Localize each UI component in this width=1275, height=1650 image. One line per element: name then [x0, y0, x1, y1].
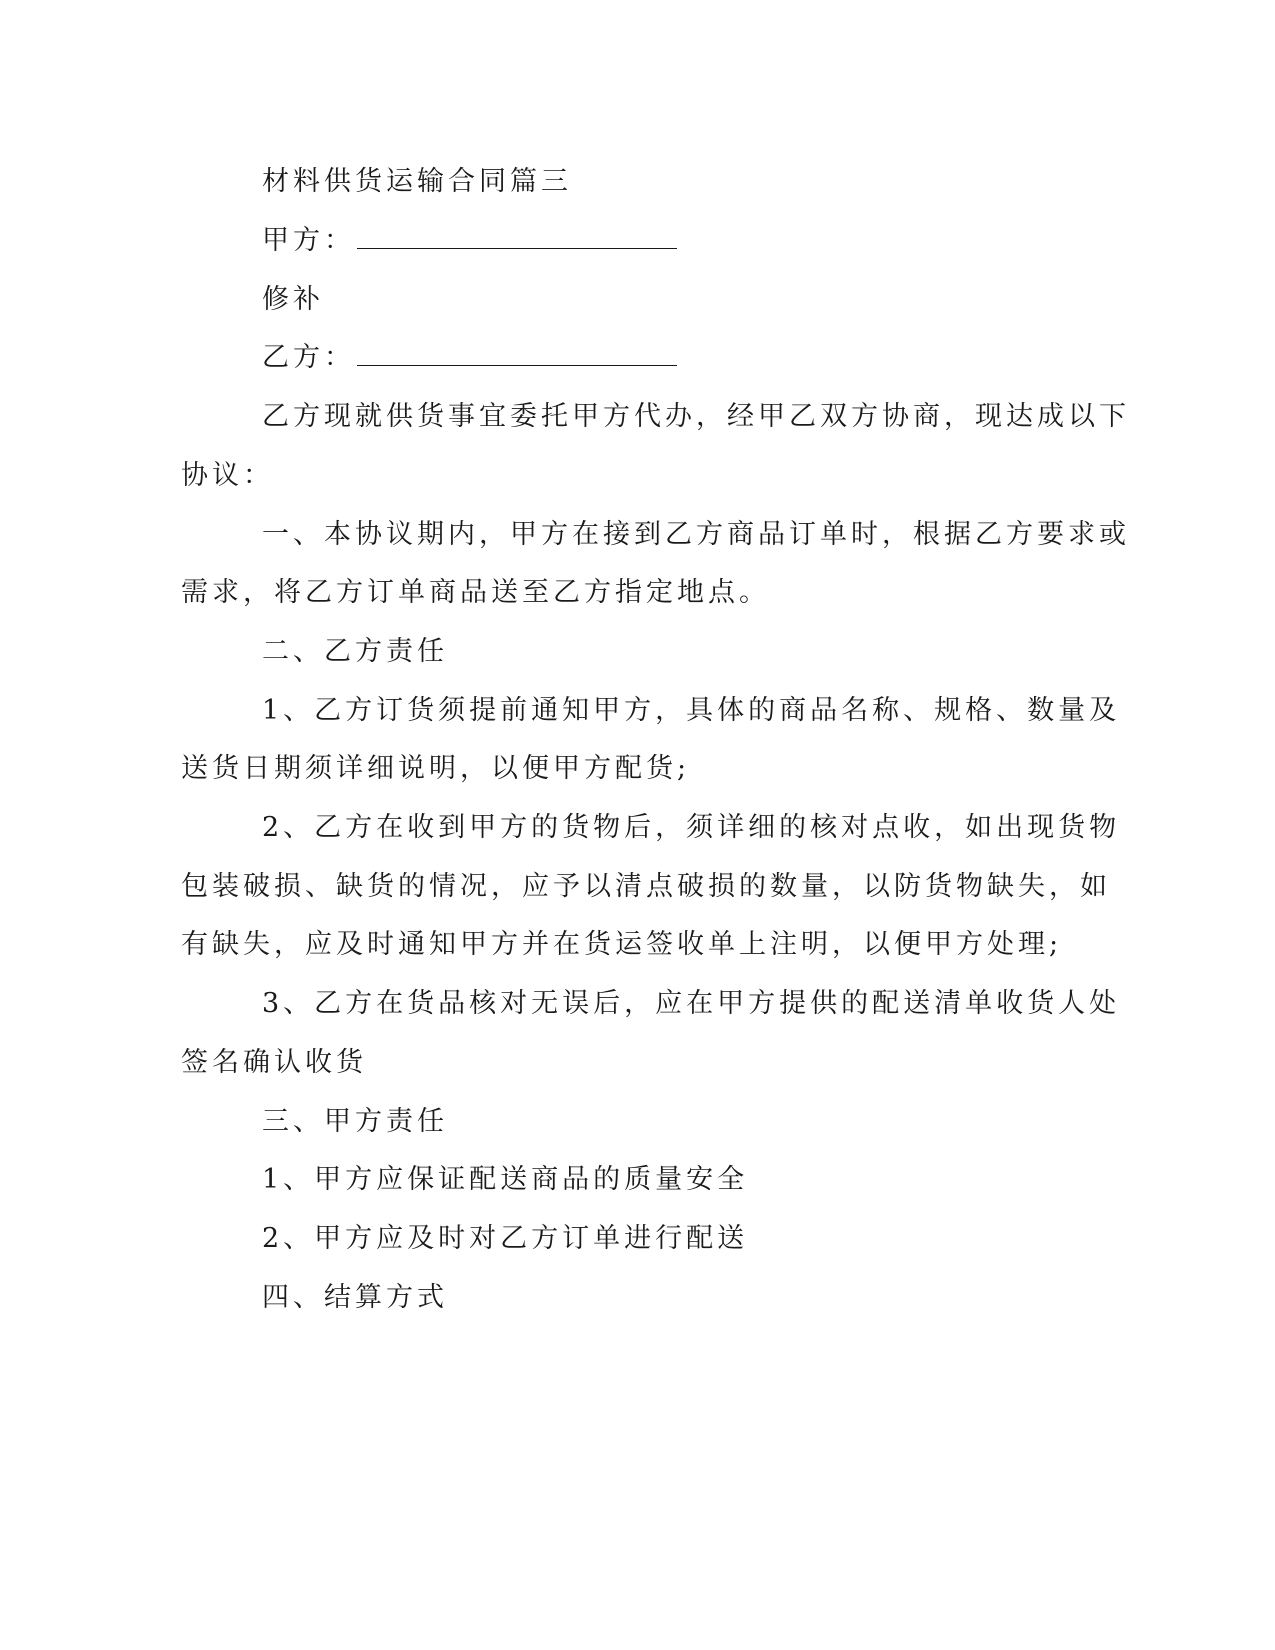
- s2-item-2-line-1: 2、乙方在收到甲方的货物后，须详细的核对点收，如出现货物: [262, 812, 1121, 843]
- s2-item-2-line-3: 有缺失，应及时通知甲方并在货运签收单上注明，以便甲方处理;: [181, 929, 1063, 960]
- note-text: 修补: [262, 284, 324, 315]
- section-3-heading: 三、甲方责任: [262, 1106, 448, 1137]
- intro-line-2: 协议：: [181, 460, 274, 491]
- s2-item-1-line-1: 1、乙方订货须提前通知甲方，具体的商品名称、规格、数量及: [262, 695, 1121, 726]
- party-b-line: [262, 341, 1142, 375]
- clause-1-line-1: 一、本协议期内，甲方在接到乙方商品订单时，根据乙方要求或: [262, 519, 1130, 550]
- party-a-label: 甲方：: [262, 225, 355, 256]
- document-title: 材料供货运输合同篇三: [262, 166, 572, 197]
- s2-item-3-line-1: 3、乙方在货品核对无误后，应在甲方提供的配送清单收货人处: [262, 988, 1121, 1019]
- s3-item-1: 1、甲方应保证配送商品的质量安全: [262, 1164, 749, 1195]
- section-2-heading: 二、乙方责任: [262, 636, 448, 667]
- clause-1-line-2: 需求，将乙方订单商品送至乙方指定地点。: [181, 577, 770, 608]
- party-a-blank: [357, 246, 677, 249]
- party-b-blank: [357, 363, 677, 366]
- section-4-heading: 四、结算方式: [262, 1282, 448, 1313]
- s2-item-2-line-2: 包装破损、缺货的情况，应予以清点破损的数量，以防货物缺失，如: [181, 871, 1111, 902]
- s2-item-3-line-2: 签名确认收货: [181, 1047, 367, 1078]
- intro-line-1: 乙方现就供货事宜委托甲方代办，经甲乙双方协商，现达成以下: [262, 401, 1130, 432]
- s3-item-2: 2、甲方应及时对乙方订单进行配送: [262, 1223, 749, 1254]
- s2-item-1-line-2: 送货日期须详细说明，以便甲方配货;: [181, 753, 691, 784]
- party-b-label: 乙方：: [262, 342, 355, 373]
- party-a-line: [262, 224, 1142, 258]
